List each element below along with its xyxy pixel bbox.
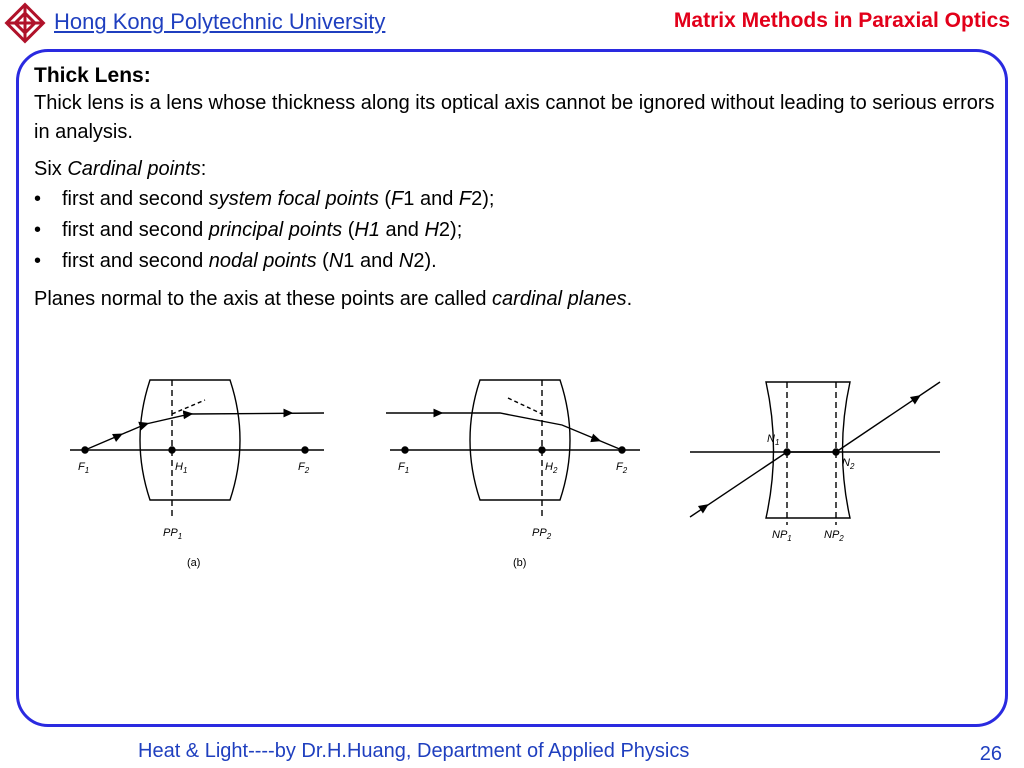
label-np2: $NP_2$ [824,529,844,543]
planes-post: . [626,288,633,310]
cardinal-points-intro [34,155,999,184]
focal-point-f1-b [402,447,408,453]
labels-b [398,461,628,569]
bullet-and: and [379,219,425,241]
label-pp2: $PP_2$ [532,527,552,541]
bullet-and: and [354,250,399,272]
emergent-ray-c [836,382,940,452]
bullet-open: ( [378,188,392,210]
planes-term: cardinal planes [492,288,627,310]
intro-prefix: Six [34,158,68,180]
panel-c [690,382,940,525]
slide-header [0,0,1024,48]
slide-heading: Thick Lens: [34,64,151,87]
label-h2-b: $H_2$ [545,461,558,475]
label-f1-a: $F_1$ [78,461,90,475]
focal-point-f2-a [302,447,308,453]
nodal-point-n1 [784,449,790,455]
label-np1: $NP_1$ [772,529,792,543]
lens-b [470,380,570,500]
labels-c [767,433,855,543]
polyu-logo [2,2,50,46]
ray-a [85,413,324,450]
symbol-a: H1 [354,219,380,241]
bullet-term: system focal points [208,188,379,210]
panel-a [70,380,324,520]
bullet-term: principal points [208,219,343,241]
lens-a [140,380,240,500]
cardinal-points-figure [60,370,950,580]
symbol-b-index: 2 [471,188,483,210]
footer-text: Heat & Light----by Dr.H.Huang, Department of Applied Physics [138,740,690,762]
label-f1-b: $F_1$ [398,461,410,475]
label-n2: $N_2$ [842,457,855,471]
panel-b [386,380,640,520]
bullet-dot: • [34,188,42,210]
intro-suffix: : [200,158,207,180]
label-h1-a: $H_1$ [175,461,188,475]
bullet-dot: • [34,219,42,241]
ray-b [386,413,622,450]
page-number: 26 [979,743,1002,765]
label-pp1: $PP_1$ [163,527,183,541]
cardinal-points-list [34,184,999,277]
bullet-close: ); [482,188,495,210]
bullet-open: ( [342,219,355,241]
bullet-focal-points [34,184,999,215]
cardinal-planes-text [34,285,999,314]
labels-a [78,461,310,569]
incident-extension-b [508,398,542,414]
symbol-b: H [424,219,439,241]
bullet-nodal-points [34,246,999,277]
bullet-principal-points [34,215,999,246]
bullet-close: ). [424,250,437,272]
bullet-open: ( [316,250,329,272]
label-f2-a: $F_2$ [298,461,310,475]
intro-term: Cardinal points [67,158,201,180]
definition-text: Thick lens is a lens whose thickness along its optical axis cannot be ignored without leading to serious errors in analysis. [34,92,995,143]
symbol-a-index: 1 [343,250,355,272]
bullet-pre: first and second [62,188,209,210]
focal-point-f1-a [82,447,88,453]
caption-a: (a) [187,557,201,569]
label-f2-b: $F_2$ [616,461,628,475]
bullet-term: nodal points [208,250,317,272]
bullet-pre: first and second [62,219,209,241]
bullet-and: and [414,188,459,210]
symbol-b: N [398,250,414,272]
course-title: Matrix Methods in Paraxial Optics [673,9,1010,32]
symbol-b-index: 2 [438,219,451,241]
symbol-a: N [328,250,344,272]
focal-point-f2-b [619,447,625,453]
principal-point-h2-b [539,447,545,453]
symbol-b: F [458,188,472,210]
bullet-close: ); [450,219,463,241]
bullet-dot: • [34,250,42,272]
symbol-b-index: 2 [413,250,425,272]
slide-body [34,62,999,314]
university-link[interactable]: Hong Kong Polytechnic University [54,9,386,34]
symbol-a: F [391,188,404,210]
planes-pre: Planes normal to the axis at these points are called [34,288,493,310]
symbol-a-index: 1 [403,188,415,210]
bullet-pre: first and second [62,250,209,272]
caption-b: (b) [513,557,527,569]
nodal-point-n2 [833,449,839,455]
principal-point-h1-a [169,447,175,453]
refracted-extension-a [172,400,205,414]
label-n1: $N_1$ [767,433,780,447]
